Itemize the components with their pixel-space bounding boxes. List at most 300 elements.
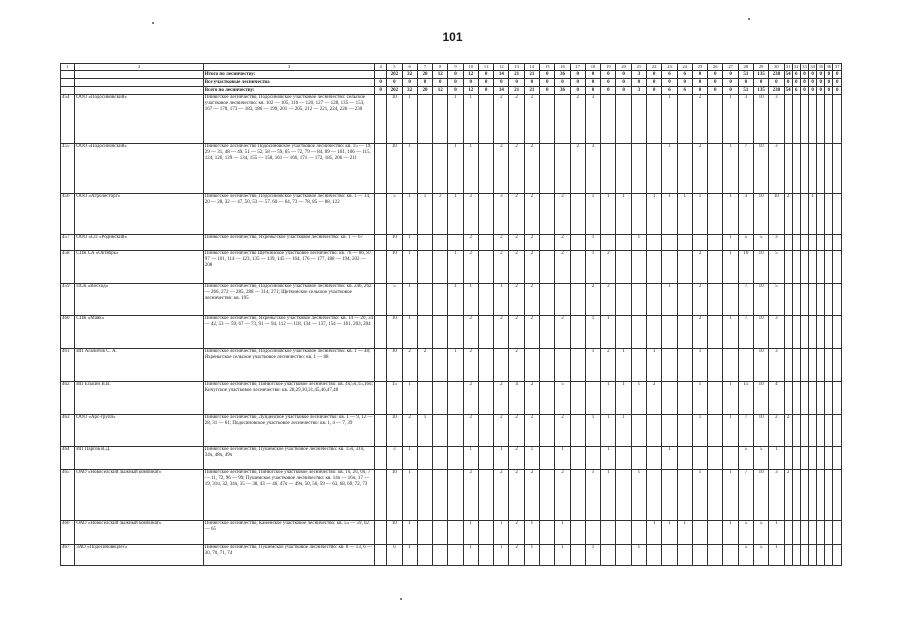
value-cell xyxy=(677,349,692,382)
value-cell xyxy=(809,316,817,349)
value-cell: 1 xyxy=(585,415,600,447)
value-cell: 2 xyxy=(509,251,524,284)
row-number: 454 xyxy=(61,95,75,144)
table-row xyxy=(61,447,842,470)
summary-value: 6 xyxy=(677,71,692,79)
summary-value: 0 xyxy=(555,79,570,87)
value-cell: 1 xyxy=(723,144,738,194)
row-number: 460 xyxy=(61,316,75,349)
value-cell: 1 xyxy=(463,284,478,316)
value-cell: 5 xyxy=(753,521,768,545)
value-cell xyxy=(375,144,387,194)
value-cell xyxy=(478,470,493,521)
column-number-cell: 37 xyxy=(833,64,842,71)
value-cell: 10 xyxy=(738,251,753,284)
value-cell: 2 xyxy=(555,470,570,521)
value-cell xyxy=(825,144,833,194)
summary-value: 0 xyxy=(708,79,723,87)
value-cell: 10 xyxy=(387,251,402,284)
column-number-cell: 21 xyxy=(631,64,646,71)
value-cell xyxy=(647,251,662,284)
row-number: 463 xyxy=(61,415,75,447)
value-cell xyxy=(631,349,646,382)
value-cell: 1 xyxy=(601,194,616,235)
value-cell xyxy=(417,521,432,545)
summary-row xyxy=(61,71,842,79)
value-cell xyxy=(800,316,808,349)
forest-area-description: Пинюгское лесничество, Лунденское участковое лесничество: кв. 1 — 9, 12 — 28, 31 — 61; Подосиновское участковое лесничество: кв. 1, 4 — 7, 39 xyxy=(203,415,374,447)
summary-value: 0 xyxy=(463,79,478,87)
summary-value: 0 xyxy=(792,79,800,87)
value-cell xyxy=(817,447,825,470)
value-cell xyxy=(833,545,842,566)
row-number: 457 xyxy=(61,235,75,251)
value-cell xyxy=(792,349,800,382)
value-cell: 2 xyxy=(769,415,784,447)
summary-value: 0 xyxy=(448,79,463,87)
summary-value: 14 xyxy=(494,87,509,95)
value-cell xyxy=(540,349,555,382)
value-cell xyxy=(800,521,808,545)
value-cell xyxy=(817,415,825,447)
forest-area-description: Пинюгское лесничество, Пинюгское участковое лесничество: кв. 4ч,5ч,15,16ч; Кичугское участковое лесничество: кв. 28,29,30,31,45,46,47,48 xyxy=(203,382,374,415)
value-cell xyxy=(677,235,692,251)
value-cell: 2 xyxy=(692,95,707,144)
value-cell: 2 xyxy=(601,284,616,316)
value-cell xyxy=(540,144,555,194)
value-cell xyxy=(478,194,493,235)
forest-area-description: Пинюгское лесничество, Подосиновское участковое лесничество: кв. 1 — 48; Яхреньгское сельское участковое лесничество: кв. 1 — 88 xyxy=(203,349,374,382)
value-cell xyxy=(662,235,677,251)
value-cell xyxy=(417,470,432,521)
value-cell xyxy=(833,470,842,521)
value-cell: 2 xyxy=(417,349,432,382)
value-cell xyxy=(809,545,817,566)
value-cell xyxy=(809,521,817,545)
value-cell: 3 xyxy=(738,194,753,235)
summary-value: 0 xyxy=(825,71,833,79)
value-cell xyxy=(792,316,800,349)
value-cell xyxy=(631,316,646,349)
summary-value: 20 xyxy=(417,71,432,79)
summary-value: 0 xyxy=(800,87,808,95)
column-number-cell: 31 xyxy=(785,64,791,69)
column-number-cell: 15 xyxy=(540,64,555,71)
value-cell: 1 xyxy=(647,521,662,545)
value-cell: 2 xyxy=(509,521,524,545)
summary-value: 0 xyxy=(784,79,792,87)
value-cell: 3 xyxy=(769,95,784,144)
summary-value: 0 xyxy=(817,71,825,79)
summary-value: 0 xyxy=(809,87,817,95)
value-cell xyxy=(417,284,432,316)
value-cell xyxy=(524,349,539,382)
summary-value: 12 xyxy=(433,87,448,95)
value-cell xyxy=(433,545,448,566)
value-cell: 1 xyxy=(417,194,432,235)
value-cell xyxy=(809,144,817,194)
forest-area-description: Пинюгское лесничество, Пинюгское участковое лесничество: кв. 1ч, 2ч, 6ч, 7 — 11, 72, 96 — 99; Пушемское участковое лесничество: кв. 14ч — 16ч, 17 — 19, 31ч, 32, 34ч, 35 — 38, 43 — 46, 47ч — 49ч, 50, 56, 59 — 63, 68, 69, 72, 73 xyxy=(203,470,374,521)
value-cell: 1 xyxy=(402,316,417,349)
summary-value: 0 xyxy=(585,87,600,95)
value-cell xyxy=(662,415,677,447)
value-cell: 2 xyxy=(494,235,509,251)
value-cell xyxy=(616,284,631,316)
value-cell xyxy=(417,144,432,194)
value-cell xyxy=(417,316,432,349)
table-row xyxy=(61,95,842,144)
organization-name: ООО «Подосиновский» xyxy=(75,144,203,194)
value-cell: 7 xyxy=(738,144,753,194)
column-number-cell: 12 xyxy=(494,64,509,71)
value-cell: 10 xyxy=(753,316,768,349)
value-cell: 1 xyxy=(723,415,738,447)
value-cell xyxy=(375,95,387,144)
value-cell: 1 xyxy=(662,521,677,545)
value-cell xyxy=(647,545,662,566)
value-cell: 1 xyxy=(585,251,600,284)
value-cell: 3 xyxy=(769,316,784,349)
value-cell: 2 xyxy=(494,382,509,415)
value-cell: 10 xyxy=(753,95,768,144)
value-cell: 1 xyxy=(494,545,509,566)
value-cell xyxy=(784,349,792,382)
value-cell: 7 xyxy=(738,415,753,447)
value-cell xyxy=(478,284,493,316)
forest-area-description: Пинюгское лесничество, Пушемское участковое лесничество: кв. 8 — 13, 6 — 30, 70, 71, 74 xyxy=(203,545,374,566)
value-cell xyxy=(540,545,555,566)
summary-value: 238 xyxy=(769,87,784,95)
summary-value: 6 xyxy=(792,87,800,95)
value-cell: 3 xyxy=(769,349,784,382)
value-cell xyxy=(662,470,677,521)
value-cell xyxy=(800,470,808,521)
value-cell: 2 xyxy=(494,415,509,447)
value-cell: 1 xyxy=(524,447,539,470)
column-number-cell: 7 xyxy=(417,64,432,71)
value-cell: 2 xyxy=(463,470,478,521)
value-cell xyxy=(708,95,723,144)
value-cell xyxy=(833,251,842,284)
value-cell xyxy=(631,251,646,284)
summary-value: 21 xyxy=(509,87,524,95)
value-cell xyxy=(708,521,723,545)
forest-area-description: Пинюгское лесничество, Подосиновское участковое лесничество: кв. 1 — 14, 20 — 28, 32 — 47, 50, 53 — 57, 60 — 64, 73 — 78, 85 — 88, 122 xyxy=(203,194,374,235)
value-cell: 1 xyxy=(692,194,707,235)
summary-value: 0 xyxy=(375,79,387,87)
summary-row xyxy=(61,87,842,95)
value-cell xyxy=(570,382,585,415)
value-cell: 10 xyxy=(387,470,402,521)
summary-value: 0 xyxy=(647,79,662,87)
value-cell: 2 xyxy=(784,415,792,447)
value-cell xyxy=(692,521,707,545)
value-cell: 2 xyxy=(509,415,524,447)
value-cell: 10 xyxy=(769,194,784,235)
value-cell xyxy=(800,235,808,251)
value-cell: 2 xyxy=(524,144,539,194)
value-cell xyxy=(662,545,677,566)
summary-value: 0 xyxy=(417,79,432,87)
page-number: 101 xyxy=(442,30,463,44)
row-number: 464 xyxy=(61,447,75,470)
value-cell: 1 xyxy=(402,470,417,521)
summary-value: 0 xyxy=(402,79,417,87)
value-cell xyxy=(375,251,387,284)
value-cell xyxy=(825,284,833,316)
value-cell xyxy=(825,545,833,566)
value-cell xyxy=(792,95,800,144)
column-number-cell: 33 xyxy=(802,64,807,69)
value-cell: 1 xyxy=(463,95,478,144)
value-cell xyxy=(784,235,792,251)
value-cell: 6 xyxy=(387,545,402,566)
value-cell xyxy=(738,349,753,382)
summary-value: 6 xyxy=(677,87,692,95)
value-cell xyxy=(616,447,631,470)
value-cell xyxy=(800,349,808,382)
value-cell xyxy=(570,251,585,284)
value-cell: 7 xyxy=(738,316,753,349)
organization-name: ООО «СП «Родинский» xyxy=(75,235,203,251)
value-cell: 3 xyxy=(769,144,784,194)
value-cell: 1 xyxy=(601,316,616,349)
value-cell xyxy=(784,95,792,144)
value-cell xyxy=(825,470,833,521)
value-cell xyxy=(585,521,600,545)
summary-value: 0 xyxy=(708,87,723,95)
summary-value: 12 xyxy=(463,87,478,95)
organization-name: ИП Агапитов С. А. xyxy=(75,349,203,382)
value-cell: 1 xyxy=(692,349,707,382)
summary-value: 135 xyxy=(753,87,768,95)
value-cell: 1 xyxy=(601,382,616,415)
organization-name: СПК «Маяк» xyxy=(75,316,203,349)
table-row xyxy=(61,144,842,194)
value-cell: 7 xyxy=(738,284,753,316)
value-cell: 10 xyxy=(387,415,402,447)
value-cell xyxy=(448,470,463,521)
summary-label: Всего по лесничеству: xyxy=(203,87,374,95)
value-cell: 1 xyxy=(463,521,478,545)
summary-value: 0 xyxy=(809,79,817,87)
value-cell xyxy=(647,415,662,447)
value-cell: 1 xyxy=(769,521,784,545)
value-cell: 1 xyxy=(723,251,738,284)
forest-area-description: Пинюгское лесничество Щеткинское участковое лесничество: кв. 76 — 86, 87, 97 — 101, 114 — 123, 135 — 139, 145 — 164, 176 — 177, 188 — 194, 202 — 208 xyxy=(203,251,374,284)
value-cell: 2 xyxy=(570,95,585,144)
summary-label: Итого по лесничеству: xyxy=(203,71,374,79)
table-row xyxy=(61,470,842,521)
value-cell xyxy=(800,545,808,566)
value-cell: 10 xyxy=(387,316,402,349)
value-cell xyxy=(825,415,833,447)
value-cell: 3 xyxy=(769,235,784,251)
table-row xyxy=(61,415,842,447)
forest-area-description: Пинюгское лесничество, Яхреньгское участковое лесничество: кв. 14 — 20, 34 — 42, 53 — 59, 67 — 73, 91 — 94, 112 — 118, 134 — 137, 154 — 161, 203, 204 xyxy=(203,316,374,349)
value-cell: 2 xyxy=(463,349,478,382)
column-number-cell: 29 xyxy=(753,64,768,71)
value-cell xyxy=(708,545,723,566)
summary-value: 0 xyxy=(616,87,631,95)
value-cell xyxy=(540,316,555,349)
value-cell xyxy=(448,235,463,251)
value-cell: 5 xyxy=(738,447,753,470)
value-cell xyxy=(809,284,817,316)
organization-name: ОАО «Новоселский лыжный комбинат» xyxy=(75,470,203,521)
value-cell xyxy=(833,284,842,316)
summary-value: 135 xyxy=(753,71,768,79)
value-cell: 1 xyxy=(616,382,631,415)
organization-name: ИП Еськин В.В. xyxy=(75,382,203,415)
table-row xyxy=(61,194,842,235)
value-cell xyxy=(817,316,825,349)
value-cell xyxy=(784,521,792,545)
summary-value: 0 xyxy=(817,87,825,95)
value-cell: 10 xyxy=(387,349,402,382)
value-cell: 1 xyxy=(601,447,616,470)
value-cell xyxy=(433,144,448,194)
value-cell xyxy=(677,415,692,447)
value-cell xyxy=(792,235,800,251)
value-cell: 15 xyxy=(387,382,402,415)
value-cell xyxy=(792,144,800,194)
value-cell xyxy=(601,144,616,194)
value-cell xyxy=(800,382,808,415)
value-cell xyxy=(585,382,600,415)
value-cell: 1 xyxy=(494,284,509,316)
value-cell xyxy=(800,194,808,235)
value-cell xyxy=(800,415,808,447)
value-cell xyxy=(825,194,833,235)
value-cell xyxy=(631,95,646,144)
value-cell: 1 xyxy=(723,194,738,235)
value-cell xyxy=(601,521,616,545)
value-cell: 4 xyxy=(509,382,524,415)
value-cell xyxy=(784,251,792,284)
row-number: 455 xyxy=(61,144,75,194)
value-cell xyxy=(809,235,817,251)
value-cell: 10 xyxy=(387,144,402,194)
value-cell: 1 xyxy=(402,194,417,235)
value-cell: 2 xyxy=(509,349,524,382)
value-cell xyxy=(448,521,463,545)
value-cell xyxy=(478,251,493,284)
value-cell: 2 xyxy=(433,194,448,235)
value-cell xyxy=(800,251,808,284)
value-cell: 1 xyxy=(555,521,570,545)
value-cell: 1 xyxy=(809,194,817,235)
value-cell: 2 xyxy=(555,415,570,447)
value-cell: 2 xyxy=(402,415,417,447)
value-cell xyxy=(677,251,692,284)
organization-name: ИП Паргов В.Д. xyxy=(75,447,203,470)
value-cell: 2 xyxy=(524,251,539,284)
value-cell xyxy=(817,251,825,284)
forest-area-description: Пинюгское лесничество, Подосиновское участковое лесничество: сельское участковое лесничество: кв. 102 — 105, 116 — 120, 127 — 128, 135 — 153, 167 — 170, 173 — 183, 186 — 199, 201 — 205, 212 — 221, 224, 226 — 230 xyxy=(203,95,374,144)
value-cell xyxy=(616,235,631,251)
value-cell xyxy=(792,521,800,545)
value-cell: 1 xyxy=(723,382,738,415)
value-cell xyxy=(555,349,570,382)
value-cell xyxy=(784,144,792,194)
value-cell xyxy=(433,349,448,382)
row-number: 466 xyxy=(61,521,75,545)
summary-value: 21 xyxy=(524,87,539,95)
value-cell: 2 xyxy=(524,95,539,144)
value-cell xyxy=(817,470,825,521)
value-cell: 2 xyxy=(509,316,524,349)
value-cell: 1 xyxy=(585,194,600,235)
value-cell: 1 xyxy=(524,521,539,545)
value-cell: 1 xyxy=(616,349,631,382)
value-cell xyxy=(478,382,493,415)
value-cell: 2 xyxy=(555,194,570,235)
value-cell: 2 xyxy=(509,235,524,251)
forestry-table xyxy=(60,63,842,566)
summary-value: 0 xyxy=(692,71,707,79)
summary-value: 0 xyxy=(708,71,723,79)
value-cell xyxy=(800,284,808,316)
organization-name: ООО «Подосиновский» xyxy=(75,95,203,144)
value-cell xyxy=(494,349,509,382)
value-cell xyxy=(825,95,833,144)
summary-value: 0 xyxy=(825,79,833,87)
value-cell: 1 xyxy=(647,194,662,235)
value-cell xyxy=(825,316,833,349)
value-cell xyxy=(792,470,800,521)
value-cell: 1 xyxy=(448,284,463,316)
empty-cell xyxy=(61,79,75,87)
value-cell xyxy=(825,382,833,415)
value-cell xyxy=(375,284,387,316)
summary-value: 0 xyxy=(833,71,842,79)
column-number-cell: 2 xyxy=(75,64,203,71)
value-cell xyxy=(540,235,555,251)
row-number: 465 xyxy=(61,470,75,521)
value-cell: 1 xyxy=(402,235,417,251)
value-cell: 1 xyxy=(402,284,417,316)
table-row xyxy=(61,316,842,349)
column-number-cell: 11 xyxy=(478,64,493,71)
value-cell: 1 xyxy=(723,316,738,349)
value-cell: 1 xyxy=(601,415,616,447)
value-cell: 2 xyxy=(692,144,707,194)
value-cell xyxy=(585,447,600,470)
forest-area-description: Пинюгское лесничество, Каменское участковое лесничество: кв. 55 — 59, 62 — 65 xyxy=(203,521,374,545)
summary-value: 12 xyxy=(463,71,478,79)
value-cell xyxy=(375,382,387,415)
value-cell xyxy=(433,470,448,521)
value-cell: 2 xyxy=(784,470,792,521)
value-cell xyxy=(800,144,808,194)
value-cell: 2 xyxy=(463,194,478,235)
value-cell: 1 xyxy=(448,349,463,382)
column-number-cell: 23 xyxy=(662,64,677,71)
value-cell: 2 xyxy=(601,349,616,382)
summary-value: 0 xyxy=(478,71,493,79)
value-cell xyxy=(555,284,570,316)
value-cell xyxy=(677,95,692,144)
summary-value: 202 xyxy=(387,87,402,95)
value-cell xyxy=(817,521,825,545)
forest-area-description: Пинюгское лесничество, Яхреньгское участковое лесничество: кв. 1 — 67 xyxy=(203,235,374,251)
value-cell xyxy=(792,545,800,566)
value-cell: 1 xyxy=(448,251,463,284)
value-cell: 1 xyxy=(692,470,707,521)
column-number-cell: 35 xyxy=(818,64,823,69)
value-cell xyxy=(809,382,817,415)
